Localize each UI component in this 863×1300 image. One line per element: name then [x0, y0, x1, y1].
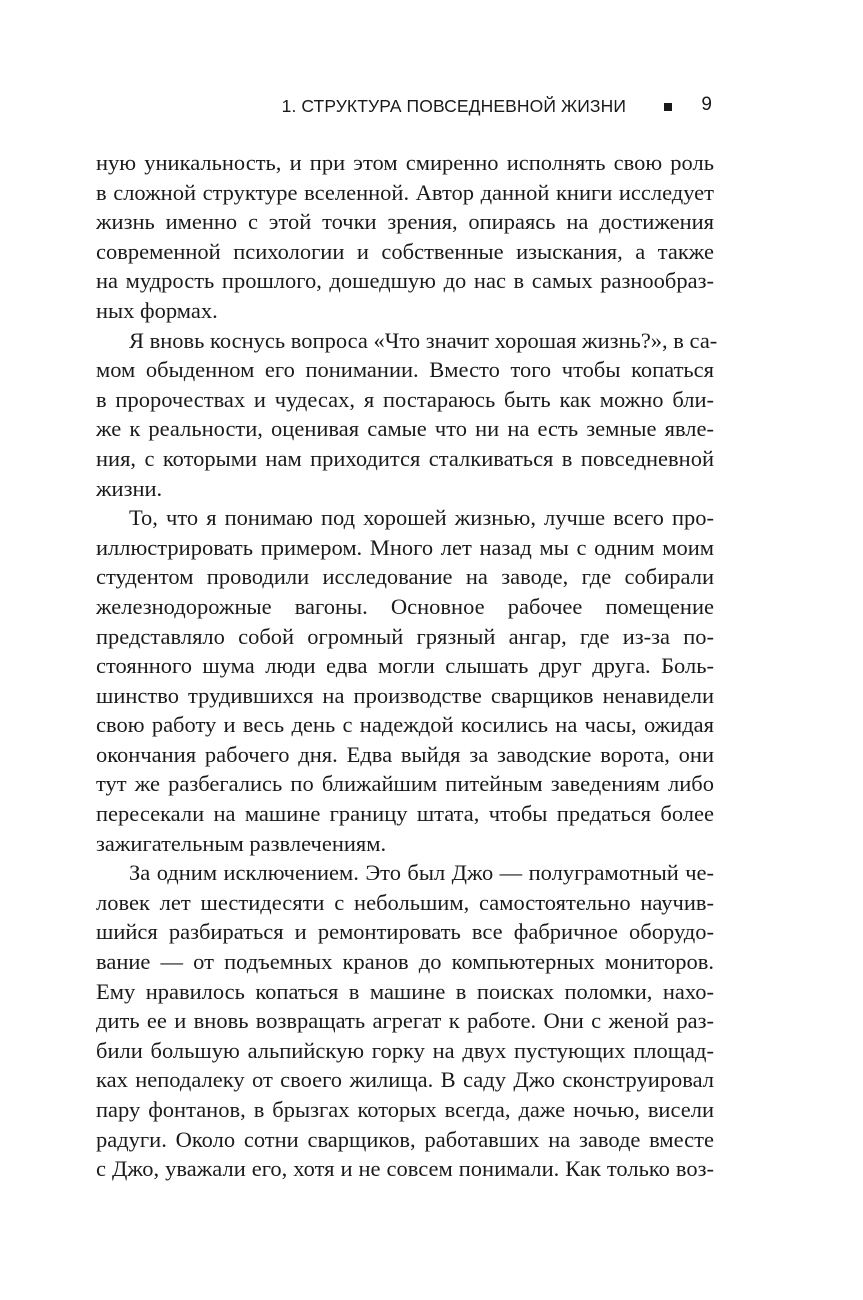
text-line: дить ее и вновь возвращать агрегат к работе. Они с женой раз- — [96, 1008, 714, 1034]
text-line: железнодорожные вагоны. Основное рабочее помещение — [96, 593, 714, 619]
text-line: студентом проводили исследование на заводе, где собирали — [96, 564, 714, 590]
text-line: современной психологии и собственные изыскания, а также — [96, 238, 714, 264]
text-line: ную уникальность, и при этом смиренно исполнять свою роль — [96, 150, 714, 175]
running-head — [96, 94, 714, 122]
text-line: били большую альпийскую горку на двух пустующих площад- — [96, 1037, 714, 1063]
text-line: же к реальности, оценивая самые что ни на есть земные явле- — [96, 416, 714, 442]
text-line: То, что я понимаю под хорошей жизнью, лучше всего про- — [129, 505, 714, 531]
text-line: иллюстрировать примером. Много лет назад мы с одним моим — [96, 534, 714, 560]
text-line: свою работу и весь день с надеждой косились на часы, ожидая — [96, 712, 714, 738]
paragraph — [96, 503, 714, 858]
paragraph — [96, 148, 714, 326]
text-line: зажигательным развлечениям. — [96, 830, 387, 856]
text-line: ках неподалеку от своего жилища. В саду Джо сконструировал — [96, 1067, 714, 1093]
text-line: окончания рабочего дня. Едва выйдя за заводские ворота, они — [96, 741, 714, 767]
body-text — [96, 148, 718, 1184]
text-line: ных формах. — [96, 297, 218, 323]
text-line: За одним исключением. Это был Джо — полуграмотный че- — [129, 860, 714, 886]
text-line: Я вновь коснусь вопроса «Что значит хорошая жизнь?», в са- — [129, 327, 718, 353]
text-line: с Джо, уважали его, хотя и не совсем понимали. Как только воз- — [96, 1156, 714, 1182]
separator-square-icon — [664, 103, 672, 111]
text-line: ния, с которыми нам приходится сталкиваться в повседневной — [96, 445, 714, 471]
text-line: Ему нравилось копаться в машине в поисках поломки, нахо- — [96, 978, 714, 1004]
page-number: 9 — [701, 94, 712, 115]
text-line: вание — от подъемных кранов до компьютерных мониторов. — [96, 949, 714, 975]
text-line: пару фонтанов, в брызгах которых всегда, даже ночью, висели — [96, 1097, 714, 1122]
text-line: тут же разбегались по ближайшим питейным заведениям либо — [96, 771, 714, 797]
text-line: шийся разбираться и ремонтировать все фабричное оборудо- — [96, 919, 714, 945]
text-line: на мудрость прошлого, дошедшую до нас в самых разнообраз- — [96, 268, 714, 294]
text-line: ловек лет шестидесяти с небольшим, самостоятельно научив- — [96, 889, 714, 915]
text-line: представляло собой огромный грязный ангар, где из-за по- — [96, 623, 714, 649]
paragraph — [96, 858, 714, 1184]
text-line: жизни. — [96, 475, 163, 501]
text-line: в сложной структуре вселенной. Автор данной книги исследует — [96, 179, 714, 205]
paragraph — [96, 326, 718, 504]
text-line: жизнь именно с этой точки зрения, опираясь на достижения — [96, 209, 714, 235]
text-line: радуги. Около сотни сварщиков, работавших на заводе вместе — [96, 1126, 714, 1152]
text-line: мом обыденном его понимании. Вместо того чтобы копаться — [96, 357, 714, 383]
text-line: шинство трудившихся на производстве сварщиков ненавидели — [96, 682, 714, 708]
text-line: пересекали на машине границу штата, чтобы предаться более — [96, 801, 714, 827]
chapter-title: 1. СТРУКТУРА ПОВСЕДНЕВНОЙ ЖИЗНИ — [281, 96, 626, 116]
text-line: стоянного шума люди едва могли слышать друг друга. Боль- — [96, 653, 714, 679]
text-line: в пророчествах и чудесах, я постараюсь быть как можно бли- — [96, 386, 714, 412]
